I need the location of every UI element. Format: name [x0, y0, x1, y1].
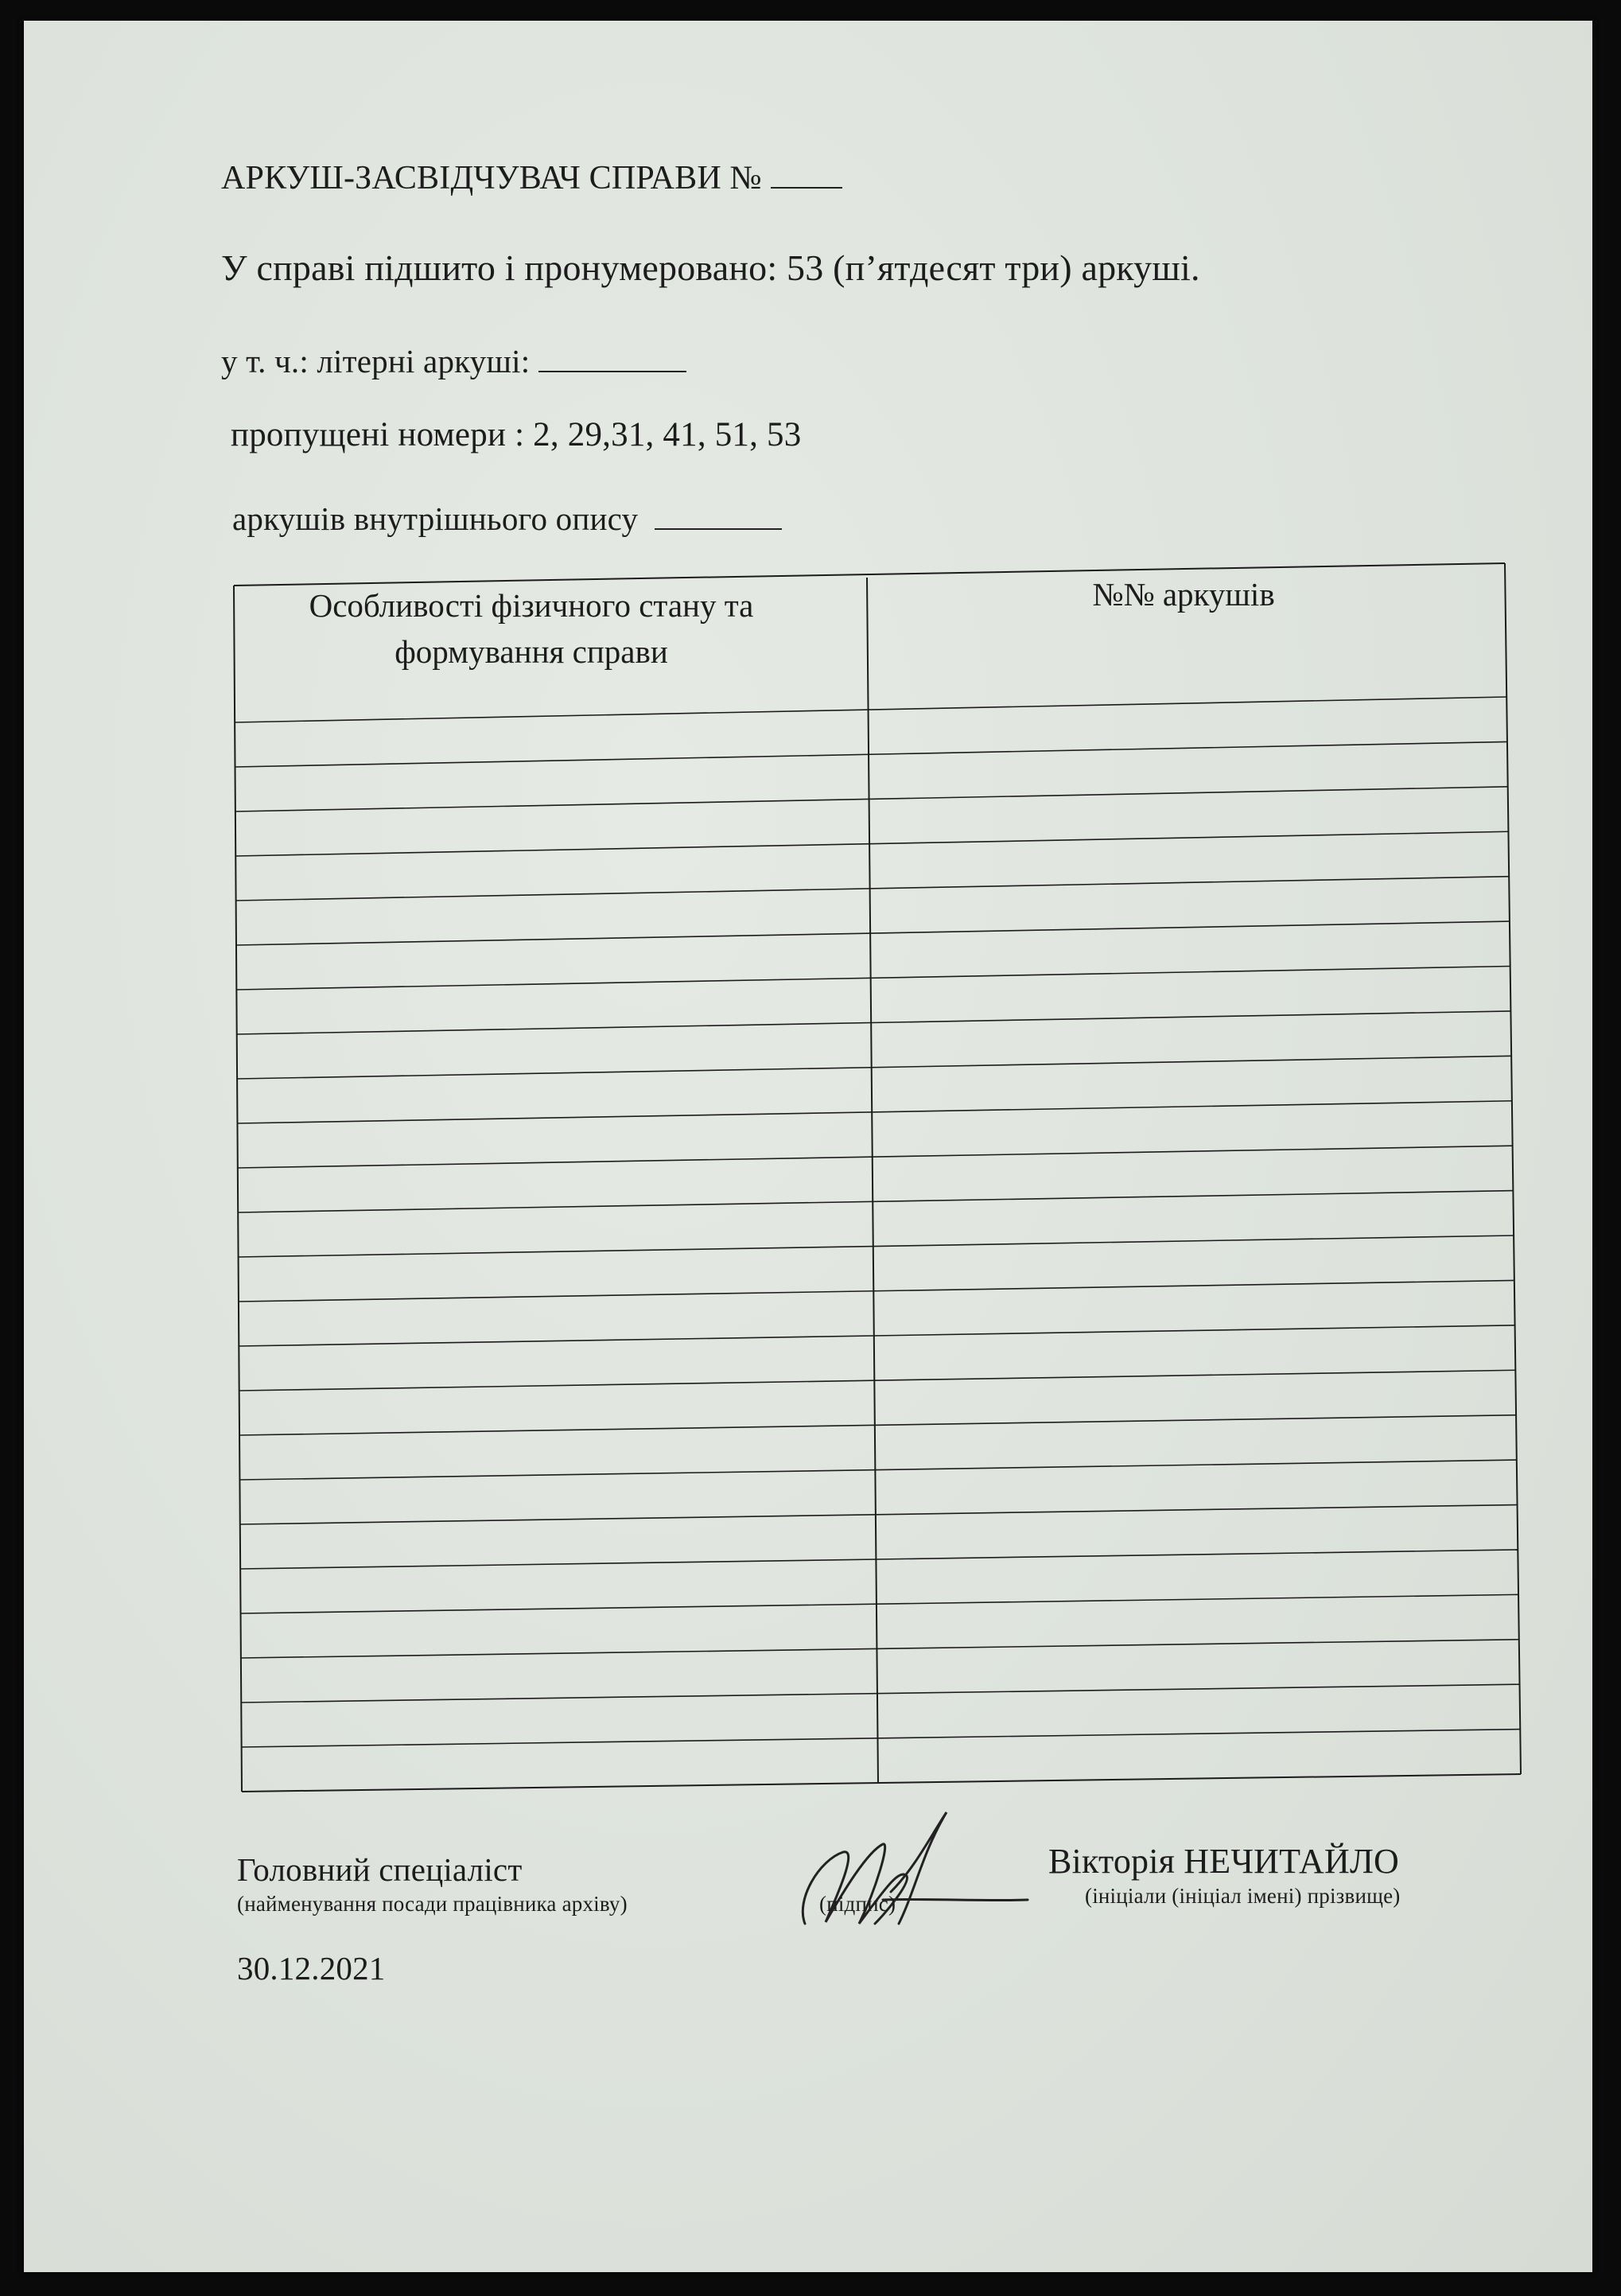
table-border-bottom	[242, 1774, 1521, 1792]
table-row-line	[239, 1236, 1514, 1257]
signature-caption: (підпис)	[819, 1892, 896, 1916]
table-row-line	[236, 967, 1510, 990]
table-row-line	[236, 921, 1510, 945]
table-row-line	[237, 1056, 1511, 1079]
table-row-line	[235, 697, 1506, 722]
table-row-line	[241, 1594, 1519, 1613]
table-row-line	[242, 1730, 1521, 1747]
document-title: АРКУШ-ЗАСВІДЧУВАЧ СПРАВИ №	[221, 159, 842, 197]
table-row-line	[237, 1101, 1511, 1123]
table-row-line	[239, 1325, 1514, 1346]
table-header-sheet-numbers: №№ аркушів	[1092, 576, 1275, 613]
table-row-line	[240, 1505, 1518, 1525]
position-caption: (найменування посади працівника архіву)	[237, 1892, 628, 1916]
header-line: Особливості фізичного стану та	[309, 587, 754, 624]
table-grid	[205, 541, 1527, 1798]
table-border-right	[1505, 563, 1521, 1774]
position-title: Головний спеціаліст	[237, 1851, 523, 1888]
inventory-sheets-line: аркушів внутрішнього опису	[232, 500, 782, 538]
table-row-line	[239, 1415, 1516, 1435]
sheets-count-sentence: У справі підшито і пронумеровано: 53 (п’ятдесят три) аркуші.	[221, 247, 1200, 288]
table-row-line	[235, 741, 1507, 767]
table-row-line	[239, 1280, 1514, 1302]
table-row-line	[239, 1460, 1516, 1480]
table-row-line	[241, 1684, 1519, 1703]
table-row-line	[235, 831, 1508, 856]
table-row-line	[241, 1640, 1519, 1658]
letter-sheets-line: у т. ч.: літерні аркуші:	[221, 342, 686, 380]
signer-name: Вікторія НЕЧИТАЙЛО	[1048, 1842, 1399, 1881]
missing-numbers-line: пропущені номери : 2, 29,31, 41, 51, 53	[231, 416, 802, 453]
table-header-condition	[237, 582, 826, 675]
signer-name-caption: (ініціали (ініціал імені) прізвище)	[1085, 1884, 1401, 1908]
table-row-line	[239, 1370, 1516, 1391]
table-row-line	[237, 1011, 1511, 1034]
table-column-divider	[867, 578, 878, 1784]
table-row-line	[240, 1550, 1518, 1569]
table-row-line	[238, 1191, 1513, 1212]
table-row-line	[236, 877, 1510, 901]
document-date: 30.12.2021	[237, 1950, 386, 1987]
condition-table	[205, 541, 1527, 1798]
table-row-line	[235, 787, 1508, 811]
table-row-line	[238, 1146, 1513, 1168]
handwritten-signature	[764, 1804, 1034, 1948]
header-line: формування справи	[395, 633, 668, 670]
